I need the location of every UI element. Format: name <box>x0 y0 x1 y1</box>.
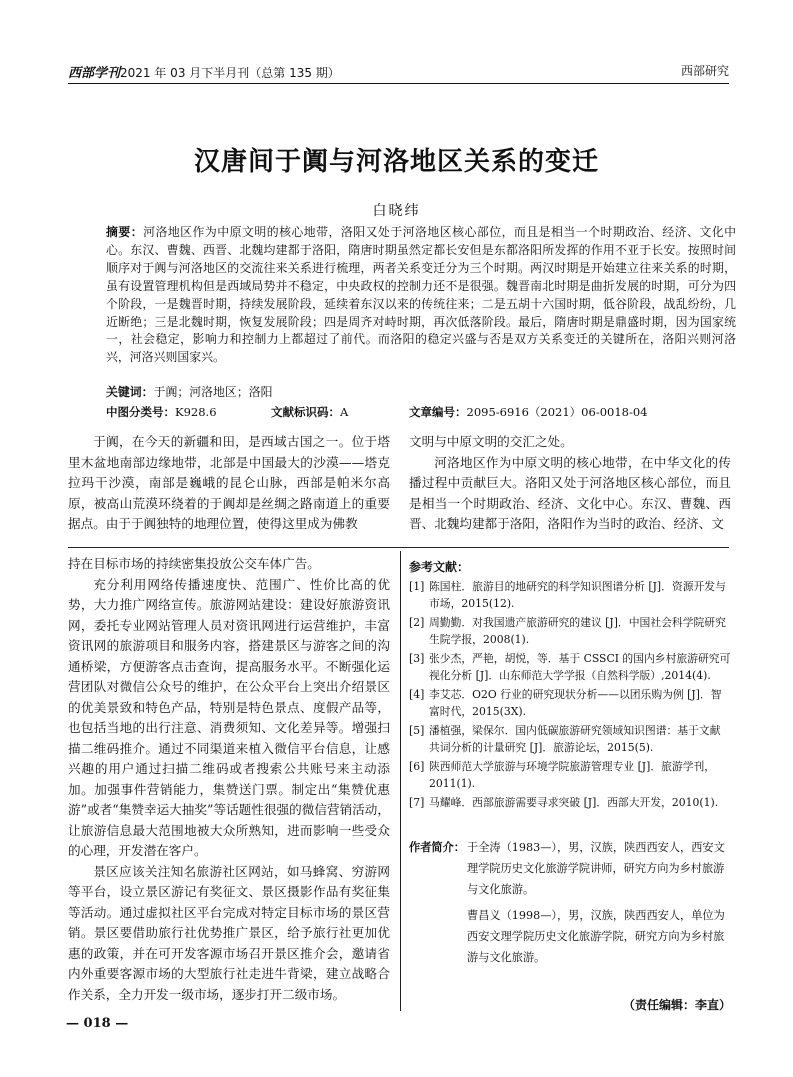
article-separator <box>68 547 729 548</box>
reference-item: [5] 潘植强，梁保尔．国内低碳旅游研究领域知识图谱：基于文献共词分析的计量研究 [J]．旅游论坛，2015(5). <box>409 724 721 754</box>
references-list <box>409 578 731 813</box>
body-right-p2: 河洛地区作为中原文明的核心地带，在中华文化的传播过程中贡献巨大。洛阳又处于河洛地区核心部位，而且是相当一个时期政治、经济、文化中心。东汉、曹魏、西晋、北魏均建都于洛阳，洛阳作为当时的政治、经济、文 <box>409 454 731 531</box>
body-right-p1: 文明与中原文明的交汇之处。 <box>409 434 573 449</box>
reference-item: [6] 陕西师范大学旅游与环境学院旅游管理专业 [J]．旅游学刊，2011(1). <box>409 760 716 790</box>
running-header-left <box>68 62 340 81</box>
page-number: — 018 — <box>66 1016 129 1031</box>
keywords <box>106 383 273 400</box>
bio-text-2: 曹昌义（1998—），男，汉族，陕西西安人，单位为西安文理学院历史文化旅游学院，研究方向为乡村旅游与文化旅游。 <box>467 909 725 964</box>
reference-item: [7] 马耀峰．西部旅游需要寻求突破 [J]．西部大开发，2010(1). <box>409 796 719 809</box>
responsible-editor: （责任编辑：李直） <box>622 998 731 1012</box>
article-author: 白晓纬 <box>372 203 421 219</box>
header-rule <box>68 83 729 84</box>
keywords-text: 于阗；河洛地区；洛阳 <box>153 385 273 399</box>
issue-info: 2021 年 03 月下半月刊（总第 135 期） <box>120 66 340 80</box>
column-divider <box>400 551 401 1011</box>
document-code: 文献标识码：A <box>271 405 349 419</box>
keywords-label: 关键词： <box>106 385 154 399</box>
prev-paragraph-3: 景区应该关注知名旅游社区网站，如马蜂窝、穷游网等平台，设立景区游记有奖征文、景区摄影作品有奖征集等活动。通过虚拟社区平台完成对特定目标市场的景区营销。景区要借助旅行社优势推广景区，给予旅行社更加优惠的政策，并在可开发客源市场召开景区推介会，邀请省内外重要客源市场的大型旅行社走进牛背梁，建立战略合作关系，全力开发一级市场，逐步打开二级市场。 <box>68 863 390 1002</box>
article-title: 汉唐间于阗与河洛地区关系的变迁 <box>193 147 599 177</box>
clc-number: 中图分类号：K928.6 <box>106 405 217 419</box>
reference-item: [4] 李艾芯．O2O 行业的研究现状分析——以团乐购为例 [J]．智富时代，2015(3X). <box>409 688 722 718</box>
abstract <box>106 224 736 367</box>
prev-paragraph-2: 充分利用网络传播速度快、范围广、性价比高的优势，大力推广网络宣传。旅游网站建设：建设好旅游资讯网，委托专业网站管理人员对资讯网进行运营维护，丰富资讯网的旅游项目和服务内容，搭建景区与游客之间的沟通桥梁，方便游客点击查询，提高服务水平。不断强化运营团队对微信公众号的维护，在公众平台上突出介绍景区的优美景致和特色产品，特别是特色景点、度假产品等，也包括当地的出行注意、消费须知、文化差异等。增强扫描二维码推介。通过不同渠道来植入微信平台信息，让感兴趣的用户通过扫描二维码或者搜索公共账号来主动添加。加强事件营销能力，集赞送门票。制定出“集赞优惠游”或者“集赞幸运大抽奖”等话题性很强的微信营销活动，让旅游信息最大范围地被大众所熟知，进而影响一些受众的心理，开发潜在客户。 <box>68 576 390 858</box>
prev-paragraph-1: 持在目标市场的持续密集投放公交车体广告。 <box>68 556 320 571</box>
bio-label: 作者简介： <box>409 841 465 854</box>
prev-article-column <box>68 554 390 1005</box>
abstract-label: 摘要： <box>106 225 144 239</box>
reference-item: [1] 陈国柱．旅游目的地研究的科学知识图谱分析 [J]．资源开发与市场，2015(12). <box>409 580 726 610</box>
references-heading: 参考文献： <box>409 560 470 574</box>
body-right-column <box>409 432 731 535</box>
section-name: 西部研究 <box>680 64 729 78</box>
abstract-text: 河洛地区作为中原文明的核心地带，洛阳又处于河洛地区核心部位，而且是相当一个时期政治、经济、文化中心。东汉、曹魏、西晋、北魏均建都于洛阳，隋唐时期虽然定都长安但是东都洛阳所发挥的作用不亚于长安。按照时间顺序对于阗与河洛地区的交流往来关系进行梳理，两者关系变迁分为三个时期。两汉时期是开始建立往来关系的时期，虽有设置管理机构但是西域局势并不稳定，中央政权的控制力还不是很强。魏晋南北时期是曲折发展的时期，可分为四个阶段，一是魏晋时期，持续发展阶段，延续着东汉以来的传统往来；二是五胡十六国时期，低谷阶段，战乱纷纷，几近断绝；三是北魏时期，恢复发展阶段；四是周齐对峙时期，再次低落阶段。最后，隋唐时期是鼎盛时期，因为国家统一，社会稳定，影响力和控制力上都超过了前代。而洛阳的稳定兴盛与否是双方关系变迁的关键所在，洛阳兴则河洛兴，河洛兴则国家兴。 <box>106 225 736 365</box>
bio-text-1: 于全涛（1983—），男，汉族，陕西西安人，西安文理学院历史文化旅游学院讲师，研究方向为乡村旅游与文化旅游。 <box>467 841 725 896</box>
journal-masthead: 西部学刊 <box>68 66 121 81</box>
body-left-column: 于阗，在今天的新疆和田，是西域古国之一。位于塔里木盆地南部边缘地带，北部是中国最大的沙漠——塔克拉玛干沙漠，南部是巍峨的昆仑山脉，西部是帕米尔高原，被高山荒漠环绕着的于阗却是丝绸之路南道上的重要据点。由于于阗独特的地理位置，使得这里成为佛教 <box>68 434 390 531</box>
reference-item: [2] 周勤勤．对我国遗产旅游研究的建议 [J]．中国社会科学院研究生院学报，2008(1). <box>409 616 726 646</box>
author-bio <box>409 838 731 969</box>
article-number: 文章编号：2095-6916（2021）06-0018-04 <box>409 405 648 419</box>
reference-item: [3] 张少杰，严艳，胡悦，等．基于 CSSCI 的国内乡村旅游研究可视化分析 [J]．山东师范大学学报（自然科学版）,2014(4). <box>409 652 731 682</box>
